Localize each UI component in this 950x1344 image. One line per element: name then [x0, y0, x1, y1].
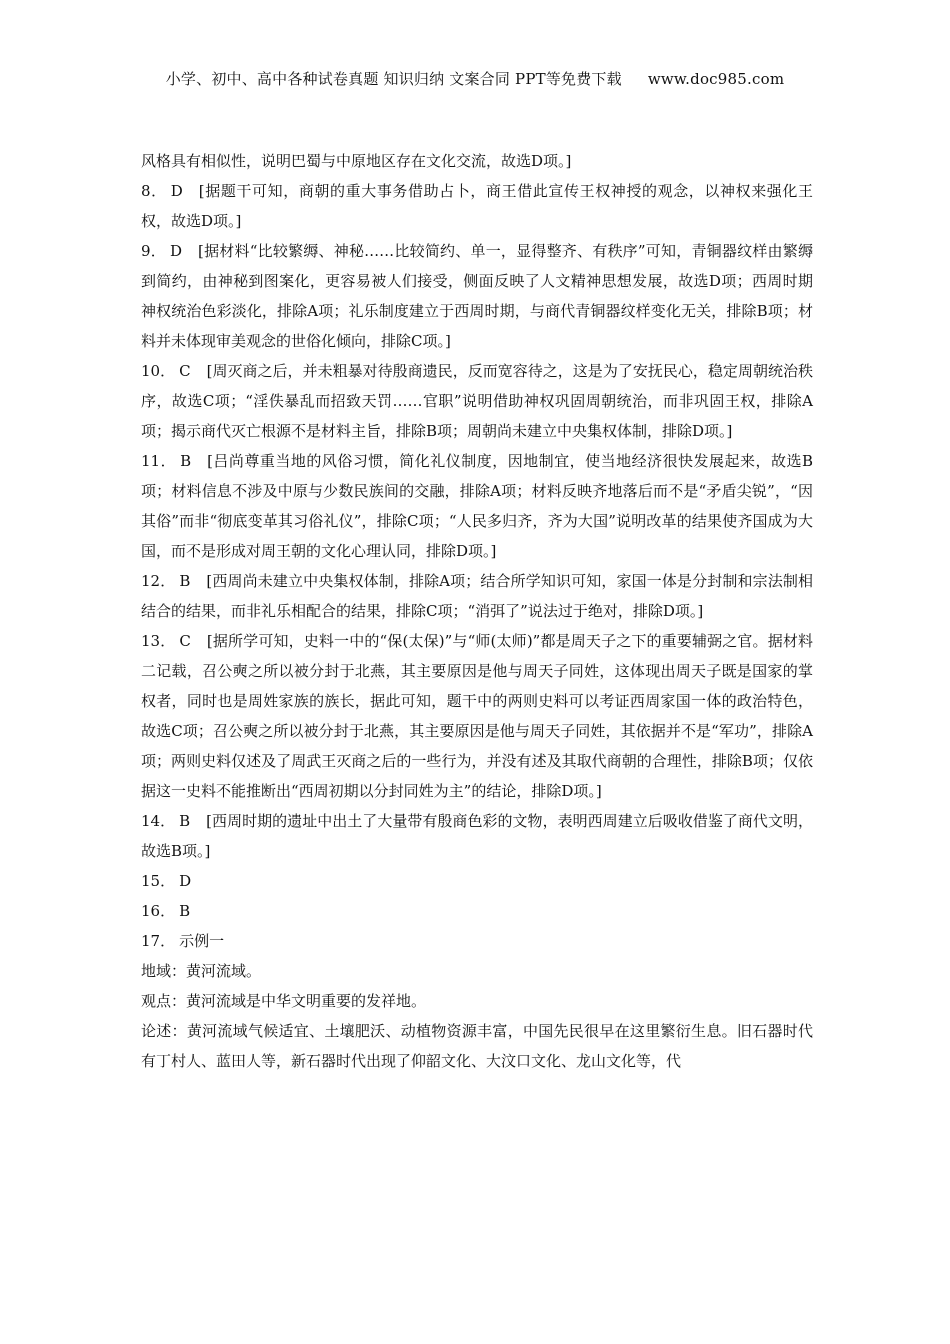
item-number: 15． — [141, 872, 176, 890]
item-answer: D — [179, 872, 192, 890]
answer-item — [141, 926, 813, 956]
header-text: 小学、初中、高中各种试卷真题 知识归纳 文案合同 PPT等免费下载 — [165, 70, 622, 88]
item-number: 11． — [141, 452, 177, 470]
item-number: 9． — [141, 242, 166, 260]
item-text: [据材料“比较繁缛、神秘……比较简约、单一，显得整齐、有秩序”可知，青铜器纹样由繁缛到简约，由神秘到图案化，更容易被人们接受，侧面反映了人文精神思想发展，故选D项；西周时期神权统治色彩淡化，排除A项；礼乐制度建立于西周时期，与商代青铜器纹样变化无关，排除B项；材料并未体现审美观念的世俗化倾向，排除C项。] — [141, 242, 813, 350]
item-text: 风格具有相似性，说明巴蜀与中原地区存在文化交流，故选D项。] — [141, 152, 572, 170]
item-answer: C — [179, 632, 191, 650]
item-number: 8． — [141, 182, 167, 200]
essay-line — [141, 1016, 813, 1076]
item-number: 17． — [141, 932, 176, 950]
item-answer: B — [179, 572, 191, 590]
answer-item — [141, 626, 813, 806]
item-number: 14． — [141, 812, 176, 830]
item-number: 16． — [141, 902, 176, 920]
header-site-link[interactable]: www.doc985.com — [647, 70, 785, 88]
item-answer: B — [179, 812, 191, 830]
item-text: 论述：黄河流域气候适宜、土壤肥沃、动植物资源丰富，中国先民很早在这里繁衍生息。旧石器时代有丁村人、蓝田人等，新石器时代出现了仰韶文化、大汶口文化、龙山文化等，代 — [141, 1022, 813, 1070]
item-text: 示例一 — [179, 932, 225, 950]
item-answer: B — [180, 452, 192, 470]
answer-item — [141, 236, 813, 356]
item-text: [据所学可知，史料一中的“保(太保)”与“师(太师)”都是周天子之下的重要辅弼之官。据材料二记载，召公奭之所以被分封于北燕，其主要原因是他与周天子同姓，这体现出周天子既是国家的掌权者，同时也是周姓家族的族长，据此可知，题干中的两则史料可以考证西周家国一体的政治特色，故选C项；召公奭之所以被分封于北燕，其主要原因是他与周天子同姓，其依据并不是“军功”，排除A项；两则史料仅述及了周武王灭商之后的一些行为，并没有述及其取代商朝的合理性，排除B项；仅依据这一史料不能推断出“西周初期以分封同姓为主”的结论，排除D项。] — [141, 632, 813, 800]
item-text: [西周时期的遗址中出土了大量带有殷商色彩的文物，表明西周建立后吸收借鉴了商代文明，故选B项。] — [141, 812, 813, 860]
answer-content — [141, 146, 813, 1076]
answer-item — [141, 866, 813, 896]
item-text: 地域：黄河流域。 — [141, 962, 262, 980]
essay-line — [141, 956, 813, 986]
answer-item — [141, 566, 813, 626]
item-text: 观点：黄河流域是中华文明重要的发祥地。 — [141, 992, 427, 1010]
answer-item — [141, 446, 813, 566]
item-number: 13． — [141, 632, 176, 650]
answer-item — [141, 806, 813, 866]
item-answer: C — [179, 362, 191, 380]
item-answer: D — [170, 182, 183, 200]
essay-line — [141, 986, 813, 1016]
item-answer: B — [179, 902, 191, 920]
item-number: 12． — [141, 572, 176, 590]
item-number: 10． — [141, 362, 176, 380]
answer-item — [141, 176, 813, 236]
answer-item — [141, 146, 813, 176]
answer-item — [141, 356, 813, 446]
page-header — [0, 68, 950, 89]
item-answer: D — [169, 242, 183, 260]
item-text: [吕尚尊重当地的风俗习惯，简化礼仪制度，因地制宜，使当地经济很快发展起来，故选B项；材料信息不涉及中原与少数民族间的交融，排除A项；材料反映齐地落后而不是“矛盾尖锐”，“因其俗”而非“彻底变革其习俗礼仪”，排除C项；“人民多归齐，齐为大国”说明改革的结果使齐国成为大国，而不是形成对周王朝的文化心理认同，排除D项。] — [141, 452, 813, 560]
answer-item — [141, 896, 813, 926]
item-text: [西周尚未建立中央集权体制，排除A项；结合所学知识可知，家国一体是分封制和宗法制相结合的结果，而非礼乐相配合的结果，排除C项；“消弭了”说法过于绝对，排除D项。] — [141, 572, 813, 620]
item-text: [周灭商之后，并未粗暴对待殷商遗民，反而宽容待之，这是为了安抚民心，稳定周朝统治秩序，故选C项；“淫佚暴乱而招致天罚……官职”说明借助神权巩固周朝统治，而非巩固王权，排除A项；揭示商代灭亡根源不是材料主旨，排除B项；周朝尚未建立中央集权体制，排除D项。] — [141, 362, 814, 440]
item-text: [据题干可知，商朝的重大事务借助占卜，商王借此宣传王权神授的观念，以神权来强化王权，故选D项。] — [141, 182, 814, 230]
